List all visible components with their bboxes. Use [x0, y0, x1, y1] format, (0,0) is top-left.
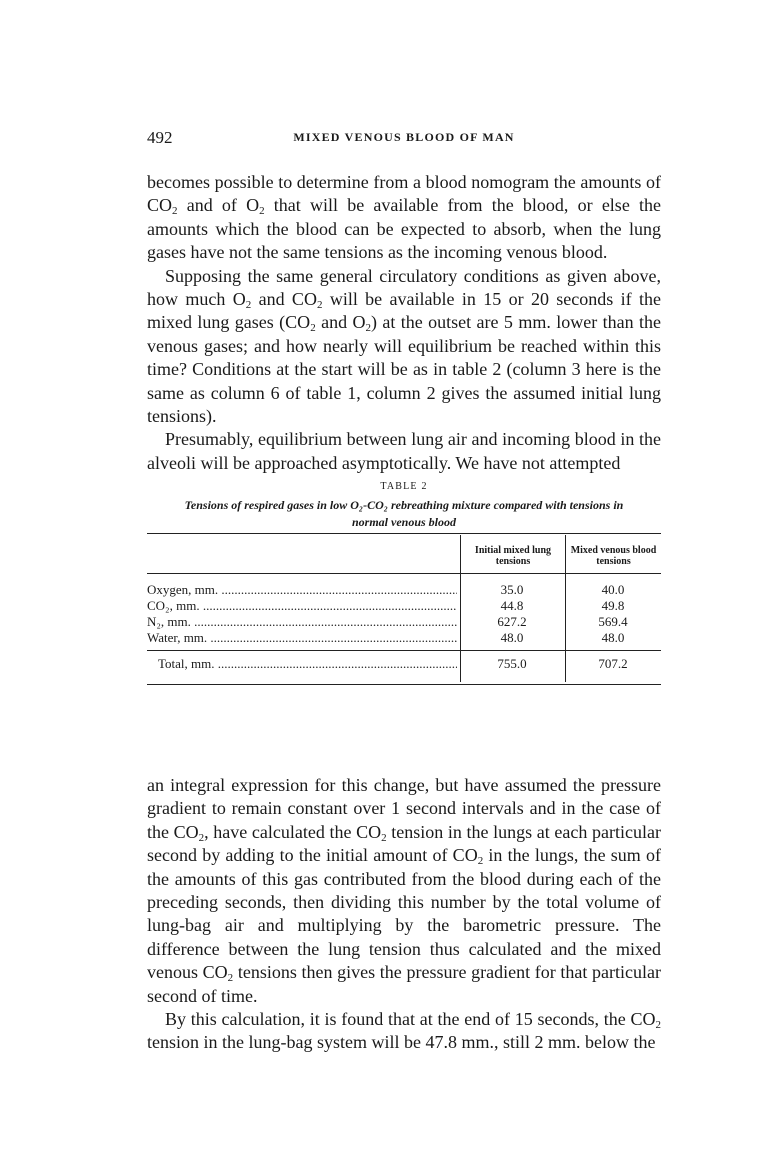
- paragraph-4: an integral expression for this change, but have assumed the pressure gradient to remain constant over 1 second intervals and in the case of the $CO_2$, have calculated the $CO_2$ tension in the lungs at each particular second by adding to the initial amount of $CO_2$ in the lungs, the sum of the amounts of this gas contributed from the blood during each of the preceding seconds, then dividing this number by the total volume of lung-bag air and multiplying by the barometric pressure. The difference between the lung tension thus calculated and the mixed venous $CO_2$ tensions then gives the pressure gradient for that particular second of time.: [147, 775, 662, 1006]
- page-number: 492: [147, 128, 173, 147]
- total-venous-value: 707.2: [598, 656, 628, 671]
- row-venous-value: 48.0: [601, 630, 625, 645]
- table-total-row: [147, 656, 661, 672]
- row-initial-value: 44.8: [500, 598, 524, 613]
- row-initial-value: 627.2: [497, 614, 527, 629]
- column-header-initial-line-1: Initial mixed lung: [474, 545, 552, 556]
- paragraph-2: Supposing the same general circulatory conditions as given above, how much $O_2$ and $CO_2$ will be available in 15 or 20 seconds if the mixed lung gases ($CO_2$ and $O_2$) at the outset are 5 mm. lower than the venous gases; and how nearly will equilibrium be reached within this time? Conditions at the start will be as in table 2 (column 3 here is the same as column 6 of table 1, column 2 gives the assumed initial lung tensions).: [147, 265, 662, 427]
- table-row: [147, 614, 661, 630]
- row-initial-value: 35.0: [500, 582, 524, 597]
- row-label: Water, mm. .....: [147, 630, 457, 646]
- table-total-rule: [147, 650, 661, 651]
- total-initial-value: 755.0: [497, 656, 527, 671]
- row-venous-value: 40.0: [601, 582, 625, 597]
- total-label: Total, mm. .....: [147, 656, 457, 672]
- column-header-venous: [566, 545, 661, 567]
- row-venous-value: 569.4: [598, 614, 628, 629]
- table-caption-line-2: normal venous blood: [351, 515, 456, 529]
- table-row: [147, 598, 661, 614]
- table-title: TABLE 2: [380, 481, 428, 492]
- column-header-venous-line-2: tensions: [596, 556, 631, 567]
- column-header-initial-line-2: tensions: [495, 556, 531, 567]
- table-total-divider-1: [460, 652, 461, 682]
- table-row: [147, 582, 661, 598]
- running-title: MIXED VENOUS BLOOD OF MAN: [293, 130, 515, 144]
- paragraph-5: By this calculation, it is found that at the end of 15 seconds, the $CO_2$ tension in the lung-bag system will be 47.8 mm., still 2 mm. below the: [147, 1009, 661, 1053]
- page-header: [147, 128, 661, 152]
- row-venous-value: 49.8: [601, 598, 625, 613]
- body-text-lower: [147, 774, 661, 1055]
- table-caption: [147, 497, 661, 531]
- row-label: Oxygen, mm. .....: [147, 582, 457, 598]
- table-caption-line-1: Tensions of respired gases in low O₂-CO₂ rebreathing mixture compared with tensions in: [184, 498, 624, 512]
- row-label: N₂, mm. .....: [147, 614, 457, 630]
- column-header-initial: [461, 545, 565, 567]
- column-header-venous-line-1: Mixed venous blood: [570, 545, 657, 556]
- table-bottom-rule: [147, 684, 661, 685]
- row-label: CO₂, mm. .....: [147, 598, 457, 614]
- paragraph-3: Presumably, equilibrium between lung air and incoming blood in the alveoli will be approached asymptotically. We have not attempted: [147, 429, 661, 473]
- table-header-rule: [147, 573, 661, 574]
- paragraph-1: becomes possible to determine from a blood nomogram the amounts of $CO_2$ and of $O_2$ that will be available from the blood, or else the amounts which the blood can be expected to absorb, when the lung gases have not the same tensions as the incoming venous blood.: [147, 172, 661, 263]
- table-row: [147, 630, 661, 646]
- table-top-rule: [147, 533, 661, 534]
- table-total-divider-2: [565, 652, 566, 682]
- row-initial-value: 48.0: [500, 630, 524, 645]
- body-text-upper: [147, 171, 661, 475]
